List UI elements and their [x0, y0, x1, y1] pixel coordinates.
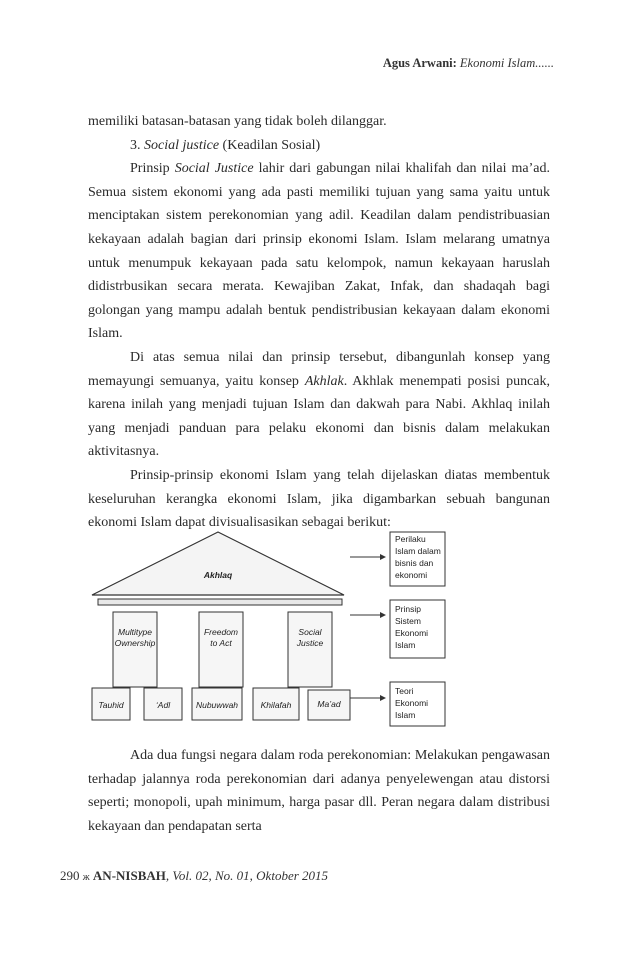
foundation-label: Nubuwwah	[195, 700, 239, 710]
legend-line: Prinsip	[395, 604, 421, 614]
pillar-label-line: Justice	[296, 638, 324, 648]
pillar-label-line: Ownership	[114, 638, 156, 648]
roof-label: Akhlaq	[203, 570, 233, 580]
footer-journal: AN-NISBAH	[92, 868, 166, 883]
paragraph-prefix: Di atas semua nilai dan prinsip tersebut, dibangunlah konsep yang memayungi semuanya, yaitu konsep	[88, 349, 550, 389]
legend-line: Ekonomi	[395, 628, 429, 638]
main-text	[88, 110, 550, 535]
foundation-label: Khilafah	[260, 700, 292, 710]
paragraph-italic-term: Akhlak	[304, 373, 344, 389]
legend-line: Sistem	[395, 616, 421, 626]
page-number: 290	[60, 868, 80, 883]
paragraph-italic-term: Social Justice	[174, 161, 254, 177]
paragraph-prefix: Prinsip	[130, 161, 175, 177]
pillar-label-line: to Act	[210, 638, 232, 648]
arrow-head-icon	[380, 554, 386, 560]
running-footer	[60, 868, 328, 884]
subheading-term: Social justice	[144, 137, 220, 153]
paragraph-akhlak	[88, 346, 550, 464]
header-author: Agus Arwani:	[382, 56, 457, 70]
paragraph-state-functions: Ada dua fungsi negara dalam roda perekonomian: Melakukan pengawasan terhadap jalannya roda perekonomian dari adanya penyelewengan atau distorsi seperti; monopoli, upah minimum, harga pasar dll. Peran negara dalam distribusi kekayaan dan pendapatan serta	[88, 748, 550, 834]
pillar-social-justice	[288, 612, 332, 687]
legend-line: Teori	[395, 686, 414, 696]
legend-line: ekonomi	[395, 570, 428, 580]
foundation-label: ‘Adl	[155, 700, 171, 710]
pillar-label-line: Multitype	[117, 627, 153, 637]
legend-line: Perilaku	[395, 534, 426, 544]
footer-issue: , Vol. 02, No. 01, Oktober 2015	[165, 868, 329, 883]
paragraph-social-justice	[88, 157, 550, 346]
legend-line: Islam	[395, 710, 416, 720]
pillar-freedom-to-act	[199, 612, 243, 687]
running-header	[383, 56, 554, 71]
legend-line: Ekonomi	[395, 698, 429, 708]
legend-line: bisnis dan	[395, 558, 434, 568]
footer-separator-icon: ж	[82, 872, 90, 883]
paragraph-continuation: memiliki batasan-batasan yang tidak boleh dilanggar.	[88, 114, 387, 129]
foundation-label: Tauhid	[98, 700, 124, 710]
foundation-label: Ma’ad	[317, 699, 341, 709]
paragraph-suffix: . Akhlak menempati posisi puncak, karena inilah yang menjadi tujuan Islam dan dakwah para Nabi. Akhlaq inilah yang menjadi panduan para pelaku ekonomi dan bisnis dalam melakukan aktivitasnya.	[88, 373, 551, 460]
legend-line: Islam dalam	[395, 546, 441, 556]
paragraph-suffix: lahir dari gabungan nilai khalifah dan nilai ma’ad. Semua sistem ekonomi yang ada pasti memiliki tujuan yang sama yaitu untuk menciptakan sistem perekonomian yang adil. Keadilan dalam pendistribuasian kekayaan adalah bagian dari prinsip ekonomi Islam. Islam melarang umatnya untuk menumpuk kekayaan pada satu kelompok, namun kekayaan haruslah didistrbusikan secara merata. Kewajiban Zakat, Infak, dan shadaqah bagi golongan yang mampu adalah bentuk pendistribusian kekayaan dalam ekonomi Islam.	[88, 161, 550, 342]
pillar-multitype-ownership	[113, 612, 157, 687]
subheading-translation: (Keadilan Sosial)	[219, 137, 321, 153]
islamic-economy-building-diagram	[88, 530, 550, 730]
paragraph-framework: Prinsip-prinsip ekonomi Islam yang telah dijelaskan diatas membentuk keseluruhan kerangka ekonomi Islam, jika digambarkan sebuah bangunan ekonomi Islam dapat divisualisasikan sebagai berikut:	[88, 467, 550, 531]
arrow-head-icon	[380, 612, 386, 618]
roof-beam	[98, 599, 342, 605]
diagram-svg	[88, 530, 550, 730]
main-text-continued	[88, 744, 550, 838]
pillar-label-line: Freedom	[203, 627, 239, 637]
subheading-social-justice	[88, 134, 550, 158]
header-journal-title: Ekonomi Islam......	[459, 56, 554, 70]
legend-line: Islam	[395, 640, 416, 650]
subheading-number: 3.	[130, 137, 144, 153]
arrow-head-icon	[380, 695, 386, 701]
roof-triangle	[92, 532, 344, 595]
pillar-label-line: Social	[298, 627, 322, 637]
